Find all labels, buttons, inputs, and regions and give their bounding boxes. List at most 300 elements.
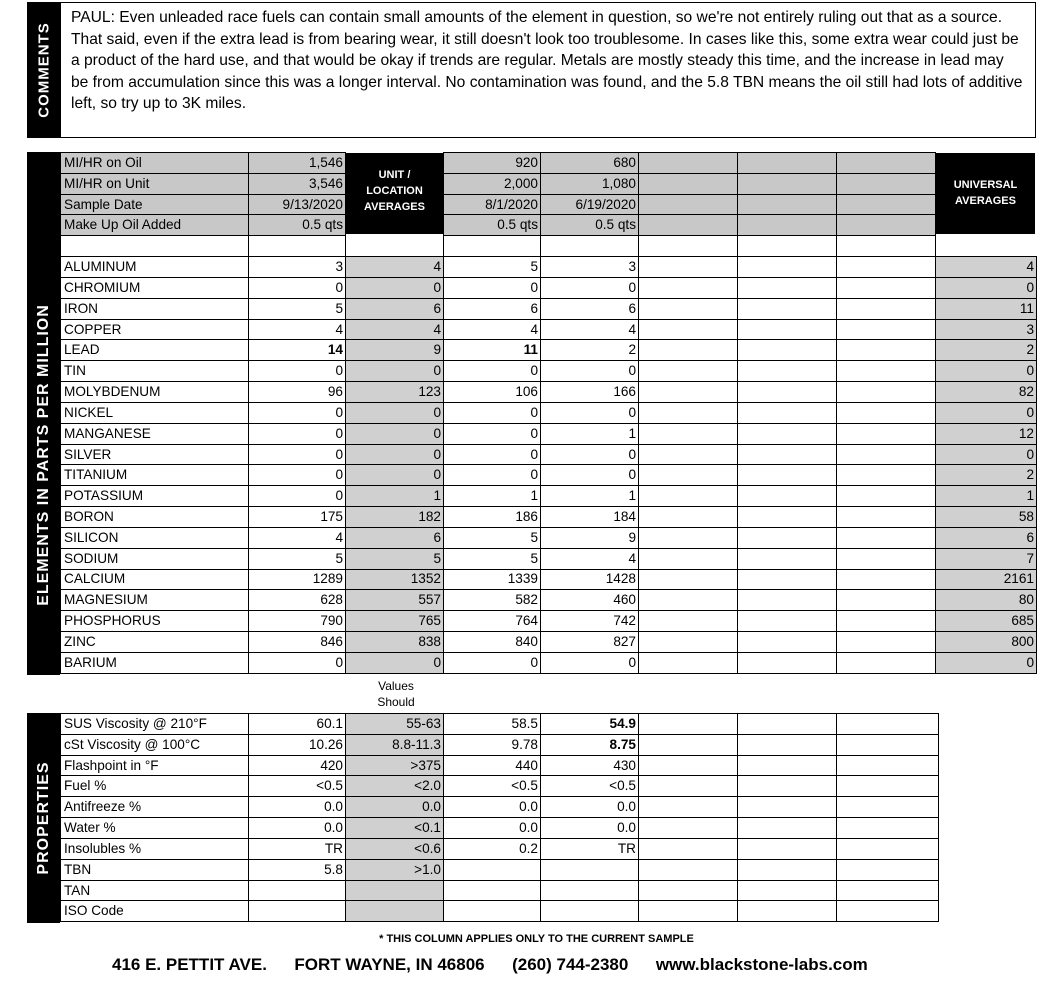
element-sample-3: 4 xyxy=(541,319,639,340)
property-sample-1: 5.8 xyxy=(249,859,346,880)
element-sample-5 xyxy=(738,527,837,548)
element-sample-2: 582 xyxy=(444,590,541,611)
element-name: SODIUM xyxy=(61,548,249,569)
element-row xyxy=(61,611,1037,632)
values-should-be-label: Values Should xyxy=(377,679,415,709)
sample-header-label: MI/HR on Oil xyxy=(61,153,249,174)
property-should-be: 0.0 xyxy=(346,797,444,818)
element-row xyxy=(61,465,1037,486)
element-unit-average: 1352 xyxy=(346,569,444,590)
property-row xyxy=(61,901,939,922)
element-unit-average: 9 xyxy=(346,340,444,361)
element-sample-3: 2 xyxy=(541,340,639,361)
property-name: Flashpoint in °F xyxy=(61,755,249,776)
sample-header-label: MI/HR on Unit xyxy=(61,173,249,194)
sample-6-value xyxy=(837,173,936,194)
sample-header-row xyxy=(61,153,1037,174)
element-sample-1: 14 xyxy=(249,340,346,361)
element-sample-6 xyxy=(837,382,936,403)
element-sample-6 xyxy=(837,611,936,632)
property-sample-6 xyxy=(837,838,939,859)
element-universal-average: 58 xyxy=(936,507,1037,528)
property-sample-1: 0.0 xyxy=(249,797,346,818)
element-sample-5 xyxy=(738,486,837,507)
element-sample-6 xyxy=(837,257,936,278)
element-sample-3: 6 xyxy=(541,298,639,319)
element-unit-average: 0 xyxy=(346,423,444,444)
element-sample-5 xyxy=(738,257,837,278)
element-sample-4 xyxy=(639,277,738,298)
element-sample-4 xyxy=(639,298,738,319)
property-sample-1: TR xyxy=(249,838,346,859)
element-sample-6 xyxy=(837,569,936,590)
property-name: Water % xyxy=(61,818,249,839)
element-name: TIN xyxy=(61,361,249,382)
property-sample-4 xyxy=(639,901,738,922)
element-universal-average: 80 xyxy=(936,590,1037,611)
element-unit-average: 0 xyxy=(346,402,444,423)
property-name: TBN xyxy=(61,859,249,880)
element-sample-1: 175 xyxy=(249,507,346,528)
property-sample-4 xyxy=(639,880,738,901)
element-unit-average: 5 xyxy=(346,548,444,569)
property-sample-5 xyxy=(738,818,837,839)
sample-3-value: 6/19/2020 xyxy=(541,194,639,215)
element-unit-average: 0 xyxy=(346,652,444,673)
property-sample-1 xyxy=(249,901,346,922)
property-sample-4 xyxy=(639,859,738,880)
element-row xyxy=(61,361,1037,382)
element-sample-3: 742 xyxy=(541,611,639,632)
element-sample-1: 790 xyxy=(249,611,346,632)
property-sample-3: 0.0 xyxy=(541,797,639,818)
element-row xyxy=(61,402,1037,423)
property-should-be xyxy=(346,880,444,901)
element-universal-average: 12 xyxy=(936,423,1037,444)
element-unit-average: 6 xyxy=(346,527,444,548)
element-sample-5 xyxy=(738,298,837,319)
element-unit-average: 0 xyxy=(346,444,444,465)
property-sample-5 xyxy=(738,714,837,735)
spacer-cell xyxy=(639,236,738,257)
element-sample-6 xyxy=(837,486,936,507)
elements-table xyxy=(60,152,1037,674)
sample-header-row xyxy=(61,194,1037,215)
comments-side-label: COMMENTS xyxy=(27,2,60,138)
element-sample-1: 0 xyxy=(249,465,346,486)
property-sample-5 xyxy=(738,859,837,880)
element-sample-1: 3 xyxy=(249,257,346,278)
property-sample-3: TR xyxy=(541,838,639,859)
elements-side-label: ELEMENTS IN PARTS PER MILLION xyxy=(27,152,60,675)
element-name: MAGNESIUM xyxy=(61,590,249,611)
spacer-row xyxy=(61,236,1037,257)
sample-1-value: 0.5 qts xyxy=(249,215,346,236)
property-should-be: >1.0 xyxy=(346,859,444,880)
property-name: Fuel % xyxy=(61,776,249,797)
element-sample-4 xyxy=(639,257,738,278)
element-sample-1: 4 xyxy=(249,527,346,548)
element-sample-6 xyxy=(837,548,936,569)
property-should-be: 8.8-11.3 xyxy=(346,734,444,755)
sample-header-label: Make Up Oil Added xyxy=(61,215,249,236)
element-universal-average: 2161 xyxy=(936,569,1037,590)
element-sample-5 xyxy=(738,361,837,382)
property-row xyxy=(61,734,939,755)
element-sample-5 xyxy=(738,507,837,528)
sample-2-value: 0.5 qts xyxy=(444,215,541,236)
element-sample-1: 1289 xyxy=(249,569,346,590)
element-sample-2: 5 xyxy=(444,527,541,548)
element-sample-2: 0 xyxy=(444,402,541,423)
element-row xyxy=(61,298,1037,319)
footnote: * THIS COLUMN APPLIES ONLY TO THE CURRENT SAMPLE xyxy=(379,933,694,945)
sample-1-value: 9/13/2020 xyxy=(249,194,346,215)
sample-2-value: 920 xyxy=(444,153,541,174)
property-sample-3: <0.5 xyxy=(541,776,639,797)
property-name: cSt Viscosity @ 100°C xyxy=(61,734,249,755)
element-sample-2: 840 xyxy=(444,632,541,653)
properties-side-label: PROPERTIES xyxy=(27,713,60,923)
element-sample-6 xyxy=(837,423,936,444)
element-sample-5 xyxy=(738,590,837,611)
element-sample-3: 0 xyxy=(541,361,639,382)
property-sample-2: 0.2 xyxy=(444,838,541,859)
element-sample-2: 0 xyxy=(444,277,541,298)
element-name: COPPER xyxy=(61,319,249,340)
element-sample-3: 1 xyxy=(541,486,639,507)
element-sample-4 xyxy=(639,590,738,611)
element-sample-3: 1428 xyxy=(541,569,639,590)
sample-5-value xyxy=(738,194,837,215)
property-sample-4 xyxy=(639,776,738,797)
element-sample-3: 0 xyxy=(541,465,639,486)
element-sample-5 xyxy=(738,319,837,340)
sample-6-value xyxy=(837,215,936,236)
element-sample-5 xyxy=(738,611,837,632)
element-universal-average: 3 xyxy=(936,319,1037,340)
element-sample-5 xyxy=(738,423,837,444)
element-sample-6 xyxy=(837,507,936,528)
element-name: MOLYBDENUM xyxy=(61,382,249,403)
element-sample-3: 827 xyxy=(541,632,639,653)
comments-text: PAUL: Even unleaded race fuels can contain small amounts of the element in question, so we're not entirely ruling out that as a source. That said, even if the extra lead is from bearing wear, it still doesn't look too troublesome. In cases like this, some extra wear could just be a product of the hard use, and that would be okay if trends are regular. Metals are mostly steady this time, and the increase in lead may be from accumulation since this was a longer interval. No contamination was found, and the 5.8 TBN means the oil still had lots of additive left, so try up to 3K miles. xyxy=(71,9,1023,113)
element-sample-2: 1339 xyxy=(444,569,541,590)
property-sample-4 xyxy=(639,734,738,755)
element-sample-3: 0 xyxy=(541,652,639,673)
element-sample-1: 5 xyxy=(249,298,346,319)
element-row xyxy=(61,319,1037,340)
element-row xyxy=(61,423,1037,444)
sample-5-value xyxy=(738,173,837,194)
element-universal-average: 0 xyxy=(936,444,1037,465)
property-sample-1 xyxy=(249,880,346,901)
element-sample-6 xyxy=(837,298,936,319)
property-sample-2: 0.0 xyxy=(444,818,541,839)
element-row xyxy=(61,257,1037,278)
property-sample-3: 54.9 xyxy=(541,714,639,735)
element-sample-5 xyxy=(738,569,837,590)
element-sample-6 xyxy=(837,340,936,361)
element-sample-2: 0 xyxy=(444,423,541,444)
property-sample-6 xyxy=(837,901,939,922)
element-sample-5 xyxy=(738,548,837,569)
element-universal-average: 82 xyxy=(936,382,1037,403)
property-row xyxy=(61,714,939,735)
element-sample-2: 1 xyxy=(444,486,541,507)
property-sample-1: 60.1 xyxy=(249,714,346,735)
property-sample-6 xyxy=(837,714,939,735)
property-row xyxy=(61,818,939,839)
element-name: SILVER xyxy=(61,444,249,465)
element-universal-average: 2 xyxy=(936,465,1037,486)
element-row xyxy=(61,382,1037,403)
element-sample-4 xyxy=(639,527,738,548)
element-name: NICKEL xyxy=(61,402,249,423)
element-sample-2: 6 xyxy=(444,298,541,319)
element-row xyxy=(61,548,1037,569)
properties-table xyxy=(60,713,939,922)
element-sample-3: 184 xyxy=(541,507,639,528)
property-sample-6 xyxy=(837,859,939,880)
element-sample-1: 846 xyxy=(249,632,346,653)
element-sample-1: 4 xyxy=(249,319,346,340)
element-sample-6 xyxy=(837,402,936,423)
property-should-be: <0.1 xyxy=(346,818,444,839)
element-universal-average: 1 xyxy=(936,486,1037,507)
element-sample-2: 11 xyxy=(444,340,541,361)
element-sample-6 xyxy=(837,361,936,382)
element-sample-6 xyxy=(837,590,936,611)
property-sample-6 xyxy=(837,755,939,776)
property-sample-5 xyxy=(738,755,837,776)
property-sample-2: <0.5 xyxy=(444,776,541,797)
property-sample-4 xyxy=(639,714,738,735)
element-sample-2: 186 xyxy=(444,507,541,528)
element-sample-1: 0 xyxy=(249,486,346,507)
property-sample-4 xyxy=(639,838,738,859)
sample-3-value: 1,080 xyxy=(541,173,639,194)
footer-website-link[interactable]: www.blackstone-labs.com xyxy=(655,955,868,974)
footer-address: 416 E. PETTIT AVE. xyxy=(112,955,267,974)
element-row xyxy=(61,527,1037,548)
property-sample-3: 430 xyxy=(541,755,639,776)
sample-4-value xyxy=(639,194,738,215)
property-sample-5 xyxy=(738,776,837,797)
element-unit-average: 4 xyxy=(346,257,444,278)
property-name: TAN xyxy=(61,880,249,901)
element-sample-4 xyxy=(639,569,738,590)
property-sample-1: 10.26 xyxy=(249,734,346,755)
property-sample-1: <0.5 xyxy=(249,776,346,797)
property-sample-2 xyxy=(444,880,541,901)
property-name: SUS Viscosity @ 210°F xyxy=(61,714,249,735)
element-universal-average: 4 xyxy=(936,257,1037,278)
element-unit-average: 0 xyxy=(346,361,444,382)
element-unit-average: 0 xyxy=(346,277,444,298)
element-sample-4 xyxy=(639,361,738,382)
property-sample-3: 0.0 xyxy=(541,818,639,839)
element-name: CHROMIUM xyxy=(61,277,249,298)
element-sample-2: 106 xyxy=(444,382,541,403)
element-sample-4 xyxy=(639,611,738,632)
property-should-be: <0.6 xyxy=(346,838,444,859)
property-row xyxy=(61,776,939,797)
element-universal-average: 800 xyxy=(936,632,1037,653)
element-universal-average: 11 xyxy=(936,298,1037,319)
element-name: POTASSIUM xyxy=(61,486,249,507)
spacer-cell xyxy=(837,236,936,257)
element-sample-2: 4 xyxy=(444,319,541,340)
property-row xyxy=(61,880,939,901)
universal-averages-header: UNIVERSAL AVERAGES xyxy=(936,153,1035,234)
property-row xyxy=(61,859,939,880)
element-universal-average: 6 xyxy=(936,527,1037,548)
element-sample-4 xyxy=(639,486,738,507)
element-sample-3: 0 xyxy=(541,402,639,423)
element-row xyxy=(61,340,1037,361)
element-unit-average: 182 xyxy=(346,507,444,528)
element-name: LEAD xyxy=(61,340,249,361)
element-name: IRON xyxy=(61,298,249,319)
element-sample-4 xyxy=(639,382,738,403)
sample-2-value: 8/1/2020 xyxy=(444,194,541,215)
sample-3-value: 680 xyxy=(541,153,639,174)
element-sample-1: 0 xyxy=(249,402,346,423)
sample-header-row xyxy=(61,173,1037,194)
element-unit-average: 557 xyxy=(346,590,444,611)
element-universal-average: 2 xyxy=(936,340,1037,361)
property-sample-2: 0.0 xyxy=(444,797,541,818)
element-sample-5 xyxy=(738,444,837,465)
sample-4-value xyxy=(639,173,738,194)
element-universal-average: 0 xyxy=(936,652,1037,673)
property-sample-2: 9.78 xyxy=(444,734,541,755)
element-row xyxy=(61,632,1037,653)
element-sample-6 xyxy=(837,527,936,548)
element-universal-average: 0 xyxy=(936,277,1037,298)
spacer-cell xyxy=(738,236,837,257)
element-name: SILICON xyxy=(61,527,249,548)
element-row xyxy=(61,444,1037,465)
element-sample-2: 764 xyxy=(444,611,541,632)
sample-1-value: 3,546 xyxy=(249,173,346,194)
element-sample-6 xyxy=(837,652,936,673)
property-sample-1: 0.0 xyxy=(249,818,346,839)
property-should-be: >375 xyxy=(346,755,444,776)
element-unit-average: 838 xyxy=(346,632,444,653)
element-name: PHOSPHORUS xyxy=(61,611,249,632)
sample-5-value xyxy=(738,153,837,174)
element-row xyxy=(61,486,1037,507)
element-universal-average: 0 xyxy=(936,361,1037,382)
element-sample-2: 0 xyxy=(444,361,541,382)
sample-6-value xyxy=(837,194,936,215)
element-sample-1: 0 xyxy=(249,277,346,298)
property-should-be: 55-63 xyxy=(346,714,444,735)
spacer-cell xyxy=(936,236,1037,257)
sample-header-label: Sample Date xyxy=(61,194,249,215)
property-sample-3 xyxy=(541,859,639,880)
element-row xyxy=(61,277,1037,298)
property-sample-2 xyxy=(444,859,541,880)
sample-6-value xyxy=(837,153,936,174)
property-should-be: <2.0 xyxy=(346,776,444,797)
element-name: BARIUM xyxy=(61,652,249,673)
spacer-cell xyxy=(61,236,249,257)
element-sample-3: 3 xyxy=(541,257,639,278)
element-sample-4 xyxy=(639,632,738,653)
property-row xyxy=(61,797,939,818)
sample-3-value: 0.5 qts xyxy=(541,215,639,236)
property-sample-1: 420 xyxy=(249,755,346,776)
element-row xyxy=(61,652,1037,673)
element-sample-4 xyxy=(639,548,738,569)
property-sample-3 xyxy=(541,901,639,922)
element-sample-6 xyxy=(837,444,936,465)
property-sample-5 xyxy=(738,797,837,818)
property-sample-3: 8.75 xyxy=(541,734,639,755)
element-universal-average: 7 xyxy=(936,548,1037,569)
element-unit-average: 0 xyxy=(346,465,444,486)
element-universal-average: 685 xyxy=(936,611,1037,632)
element-row xyxy=(61,569,1037,590)
property-sample-4 xyxy=(639,797,738,818)
element-sample-6 xyxy=(837,277,936,298)
element-sample-1: 628 xyxy=(249,590,346,611)
sample-5-value xyxy=(738,215,837,236)
element-sample-4 xyxy=(639,319,738,340)
sample-4-value xyxy=(639,153,738,174)
element-sample-5 xyxy=(738,402,837,423)
element-sample-4 xyxy=(639,340,738,361)
unit-location-averages-header: UNIT / LOCATION AVERAGES xyxy=(346,153,443,234)
property-sample-4 xyxy=(639,818,738,839)
property-sample-6 xyxy=(837,818,939,839)
element-name: TITANIUM xyxy=(61,465,249,486)
property-sample-2: 58.5 xyxy=(444,714,541,735)
sample-1-value: 1,546 xyxy=(249,153,346,174)
property-sample-6 xyxy=(837,776,939,797)
element-sample-5 xyxy=(738,382,837,403)
element-sample-3: 4 xyxy=(541,548,639,569)
element-name: BORON xyxy=(61,507,249,528)
property-name: Antifreeze % xyxy=(61,797,249,818)
property-sample-5 xyxy=(738,734,837,755)
spacer-cell xyxy=(444,236,541,257)
property-row xyxy=(61,755,939,776)
element-sample-4 xyxy=(639,465,738,486)
element-sample-2: 0 xyxy=(444,652,541,673)
property-name: Insolubles % xyxy=(61,838,249,859)
element-sample-1: 0 xyxy=(249,423,346,444)
property-should-be xyxy=(346,901,444,922)
property-row xyxy=(61,838,939,859)
element-sample-4 xyxy=(639,423,738,444)
property-sample-2 xyxy=(444,901,541,922)
element-sample-2: 5 xyxy=(444,257,541,278)
element-sample-1: 5 xyxy=(249,548,346,569)
footer-phone: (260) 744-2380 xyxy=(512,955,629,974)
spacer-cell xyxy=(249,236,346,257)
element-universal-average: 0 xyxy=(936,402,1037,423)
element-name: ALUMINUM xyxy=(61,257,249,278)
element-sample-2: 0 xyxy=(444,444,541,465)
element-sample-1: 96 xyxy=(249,382,346,403)
sample-2-value: 2,000 xyxy=(444,173,541,194)
property-sample-6 xyxy=(837,880,939,901)
element-sample-5 xyxy=(738,652,837,673)
